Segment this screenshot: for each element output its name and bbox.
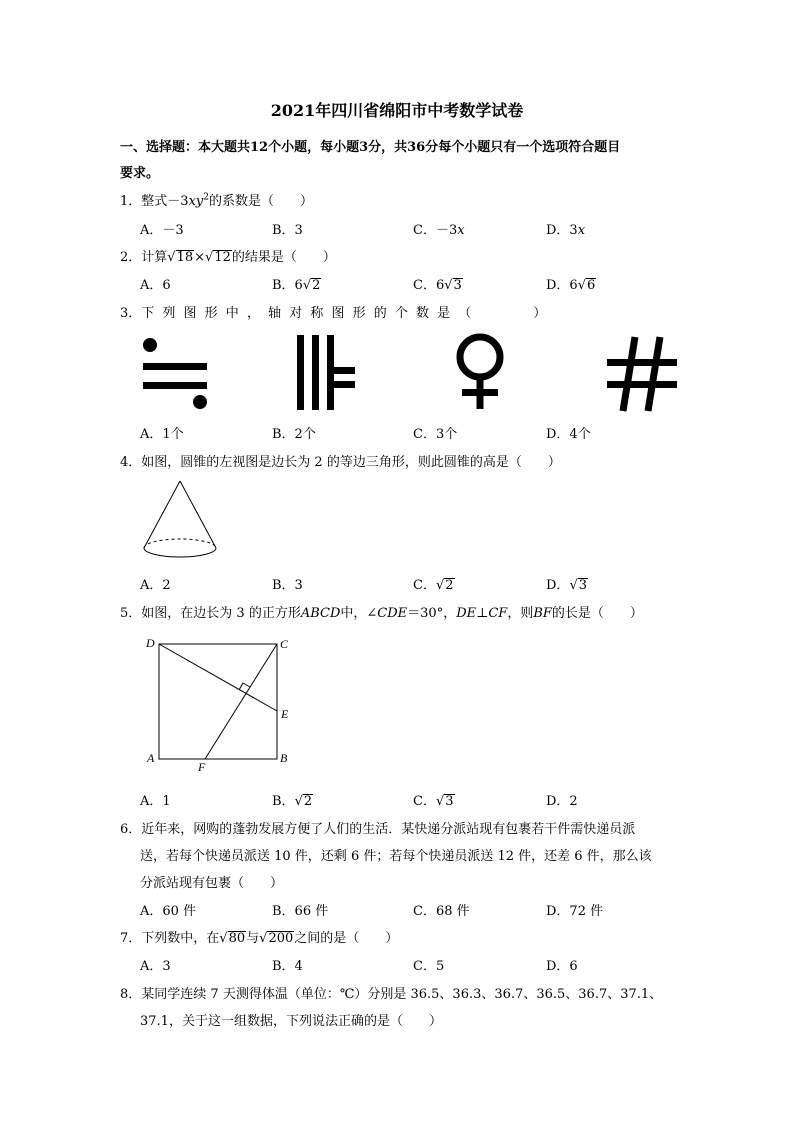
- q2-option-d[interactable]: D．6√6: [546, 278, 596, 293]
- q5-option-b[interactable]: B．√2: [272, 794, 313, 809]
- label-b: B: [280, 751, 288, 765]
- q6-option-b[interactable]: B．66 件: [272, 904, 329, 919]
- q3-option-c[interactable]: C．3个: [413, 427, 458, 442]
- label-a: A: [147, 751, 155, 765]
- q6-option-d[interactable]: D．72 件: [546, 904, 604, 919]
- question-5: 5．如图，在边长为 3 的正方形ABCD中，∠CDE＝30°，DE⊥CF，则BF的长是（ ）: [120, 606, 643, 621]
- q1-option-b[interactable]: B．3: [272, 223, 303, 238]
- hash-symbol: [605, 335, 680, 415]
- q3-option-d[interactable]: D．4个: [546, 427, 591, 442]
- q7-option-b[interactable]: B．4: [272, 959, 303, 974]
- label-f: F: [198, 760, 206, 774]
- section-heading-line1: 一、选择题：本大题共12个小题，每小题3分，共36分每个小题只有一个选项符合题目: [120, 140, 621, 155]
- q1-option-a[interactable]: A．－3: [140, 223, 184, 238]
- q3-option-a[interactable]: A．1个: [140, 427, 184, 442]
- q6-option-a[interactable]: A．60 件: [140, 904, 197, 919]
- q2-option-b[interactable]: B．6√2: [272, 278, 321, 293]
- question-2: 2．计算√18×√12的结果是（ ）: [120, 250, 336, 265]
- question-8-line1: 8．某同学连续 7 天测得体温（单位：℃）分别是 36.5、36.3、36.7、36.5、36.7、37.1、: [120, 987, 663, 1002]
- question-3: 3．下 列 图 形 中 ， 轴 对 称 图 形 的 个 数 是 （ ）: [120, 306, 549, 321]
- q4-option-b[interactable]: B．3: [272, 578, 303, 593]
- q3-option-b[interactable]: B．2个: [272, 427, 316, 442]
- question-4: 4．如图，圆锥的左视图是边长为 2 的等边三角形，则此圆锥的高是（ ）: [120, 455, 561, 470]
- q7-option-d[interactable]: D．6: [546, 959, 578, 974]
- divide-dot-symbol: [140, 335, 210, 415]
- square-figure: [145, 634, 295, 774]
- q2-option-c[interactable]: C．6√3: [413, 278, 462, 293]
- cone-figure: [140, 478, 225, 563]
- question-8-line2: 37.1，关于这一组数据，下列说法正确的是（ ）: [140, 1014, 442, 1029]
- q4-option-c[interactable]: C．√2: [413, 578, 454, 593]
- q6-option-c[interactable]: C．68 件: [413, 904, 470, 919]
- question-6-line3: 分派站现有包裹（ ）: [140, 876, 284, 891]
- page-title: 2021年四川省绵阳市中考数学试卷: [270, 101, 524, 120]
- q4-option-a[interactable]: A．2: [140, 578, 171, 593]
- q7-option-c[interactable]: C．5: [413, 959, 445, 974]
- venus-symbol: [450, 333, 510, 413]
- q7-option-a[interactable]: A．3: [140, 959, 171, 974]
- q5-option-d[interactable]: D．2: [546, 794, 578, 809]
- q1-option-c[interactable]: C．－3x: [413, 223, 465, 238]
- q2-option-a[interactable]: A．6: [140, 278, 171, 293]
- q5-option-a[interactable]: A．1: [140, 794, 171, 809]
- label-e: E: [281, 707, 289, 721]
- question-7: 7．下列数中，在√80与√200之间的是（ ）: [120, 931, 399, 946]
- q1-option-d[interactable]: D．3x: [546, 223, 586, 238]
- question-6-line1: 6．近年来，网购的蓬勃发展方便了人们的生活．某快递分派站现有包裹若干件需快递员派: [120, 822, 636, 837]
- question-1: 1．整式$-3xy^2$的系数是（ ）: [120, 192, 313, 209]
- section-heading-line2: 要求。: [120, 166, 160, 181]
- label-d: D: [146, 636, 155, 650]
- label-c: C: [280, 637, 289, 651]
- q4-option-d[interactable]: D．√3: [546, 578, 588, 593]
- question-6-line2: 送，若每个快递员派送 10 件，还剩 6 件；若每个快递员派送 12 件，还差 6 件，那么该: [140, 849, 652, 864]
- q5-option-c[interactable]: C．√3: [413, 794, 454, 809]
- parallel-bracket-symbol: [295, 335, 360, 415]
